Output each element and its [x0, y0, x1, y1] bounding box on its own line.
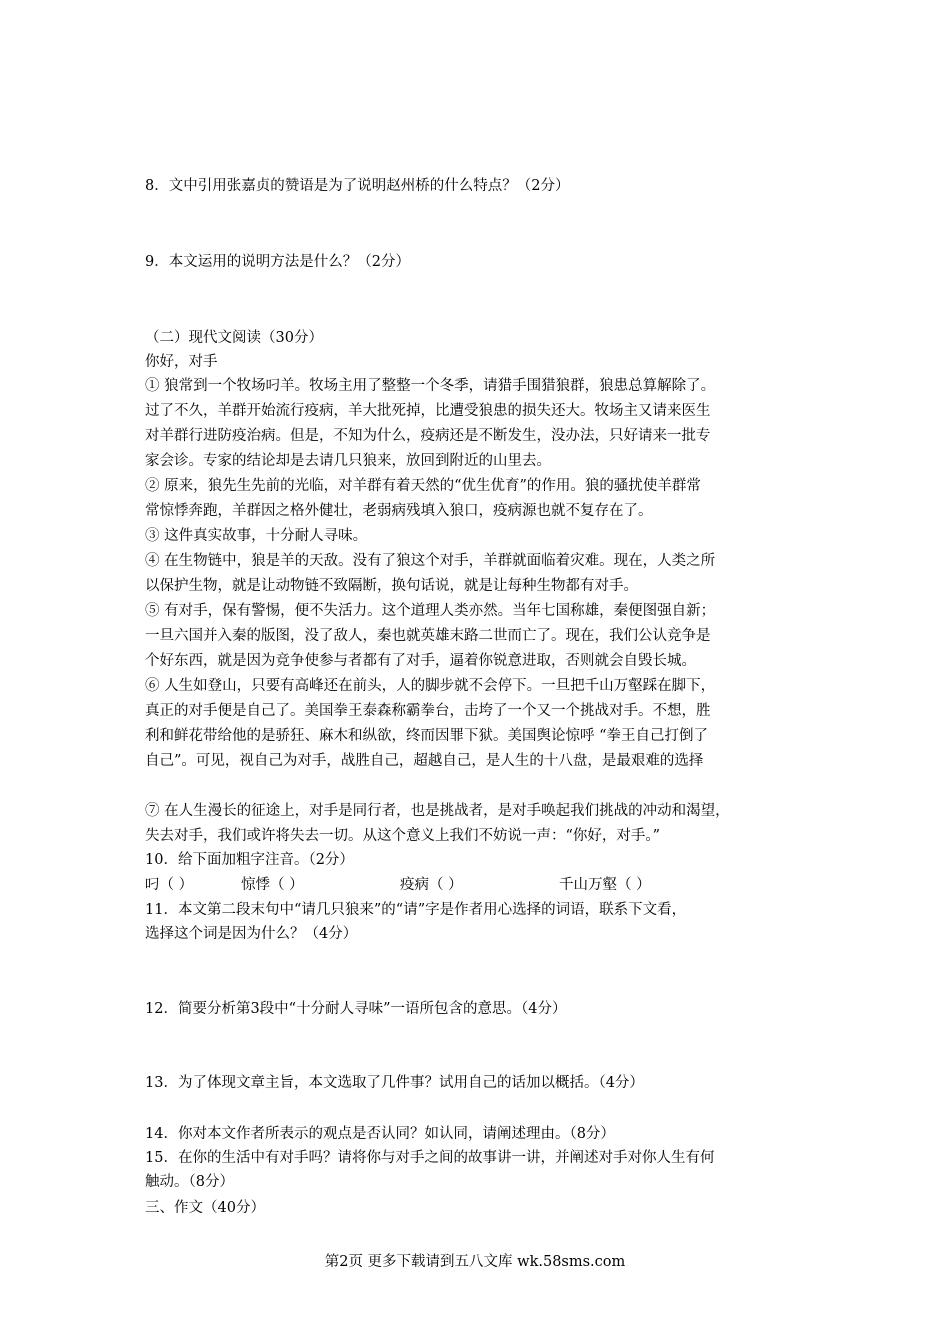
question-15-line-1: 15．在你的生活中有对手吗？请将你与对手之间的故事讲一讲，并阐述对手对你人生有何 — [145, 1150, 715, 1166]
blank-yibing: 疫病（ ） — [400, 877, 463, 893]
article-line: ④ 在生物链中，狼是羊的天敌。没有了狼这个对手，羊群就面临着灾难。现在，人类之所 — [145, 553, 716, 569]
article-body-end — [145, 799, 815, 849]
article-line: ⑦ 在人生漫长的征途上，对手是同行者，也是挑战者，是对手唤起我们挑战的冲动和渴望， — [145, 803, 730, 819]
article-line: 失去对手，我们或许将失去一切。从这个意义上我们不妨说一声：“你好，对手。” — [145, 828, 661, 844]
article-line: 真正的对手便是自己了。美国拳王泰森称霸拳台，击垮了一个又一个挑战对手。不想，胜 — [145, 703, 711, 719]
article-line: 自己”。可见，视自己为对手，战胜自己，超越自己，是人生的十八盘，是最艰难的选择 — [145, 753, 704, 769]
blank-qianshan: 千山万壑（ ） — [559, 877, 651, 893]
question-9: 9．本文运用的说明方法是什么？（2分） — [145, 254, 410, 270]
article-line: 以保护生物，就是让动物链不致隔断，换句话说，就是让每种生物都有对手。 — [145, 578, 638, 594]
article-line: ① 狼常到一个牧场叼羊。牧场主用了整整一个冬季，请猎手围猎狼群，狼患总算解除了。 — [145, 378, 716, 394]
article-line: ⑤ 有对手，保有警惕，便不失活力。这个道理人类亦然。当年七国称雄，秦便图强自新； — [145, 603, 716, 619]
article-line: ② 原来，狼先生先前的光临，对羊群有着天然的“优生优育”的作用。狼的骚扰使羊群常 — [145, 478, 701, 494]
question-13: 13．为了体现文章主旨，本文选取了几件事？试用自己的话加以概括。（4分） — [145, 1075, 644, 1091]
question-11-line-1: 11．本文第二段末句中“请几只狼来”的“请”字是作者用心选择的词语，联系下文看， — [145, 902, 687, 918]
question-8: 8．文中引用张嘉贞的赞语是为了说明赵州桥的什么特点？（2分） — [145, 178, 570, 194]
page-footer: 第2页 更多下载请到五八文库 wk.58sms.com — [324, 1254, 626, 1270]
article-line: 利和鲜花带给他的是骄狂、麻木和纵欲，终而因罪下狱。美国舆论惊呼 “拳王自己打倒了 — [145, 728, 709, 744]
question-14: 14．你对本文作者所表示的观点是否认同？如认同，请阐述理由。（8分） — [145, 1126, 615, 1142]
article-line: 过了不久，羊群开始流行疫病，羊大批死掉，比遭受狼患的损失还大。牧场主又请来医生 — [145, 403, 711, 419]
article-title: 你好，对手 — [145, 354, 218, 370]
blank-jingji: 惊悸（ ） — [241, 877, 304, 893]
article-line: 对羊群行进防疫治病。但是，不知为什么，疫病还是不断发生，没办法，只好请来一批专 — [145, 428, 711, 444]
article-body — [145, 374, 815, 774]
article-line: 一旦六国并入秦的版图，没了敌人，秦也就英雄末路二世而亡了。现在，我们公认竞争是 — [145, 628, 711, 644]
question-12: 12．简要分析第3段中“十分耐人寻味”一语所包含的意思。（4分） — [145, 1001, 567, 1017]
question-11-line-2: 选择这个词是因为什么？（4分） — [145, 926, 358, 942]
question-15-line-2: 触动。（8分） — [145, 1174, 234, 1190]
article-line: 个好东西，就是因为竞争使参与者都有了对手，逼着你锐意进取，否则就会自毁长城。 — [145, 653, 696, 669]
question-10: 10．给下面加粗字注音。（2分） — [145, 852, 354, 868]
article-line: ③ 这件真实故事，十分耐人寻味。 — [145, 528, 368, 544]
section-3-heading: 三、作文（40分） — [145, 1200, 265, 1216]
article-line: 家会诊。专家的结论却是去请几只狼来，放回到附近的山里去。 — [145, 453, 551, 469]
blank-diao: 叼（ ） — [145, 877, 194, 893]
article-line: ⑥ 人生如登山，只要有高峰还在前头，人的脚步就不会停下。一旦把千山万壑踩在脚下， — [145, 678, 716, 694]
section-2-heading: （二）现代文阅读（30分） — [145, 330, 323, 346]
article-line: 常惊悸奔跑，羊群因之格外健壮，老弱病残填入狼口，疫病源也就不复存在了。 — [145, 503, 653, 519]
